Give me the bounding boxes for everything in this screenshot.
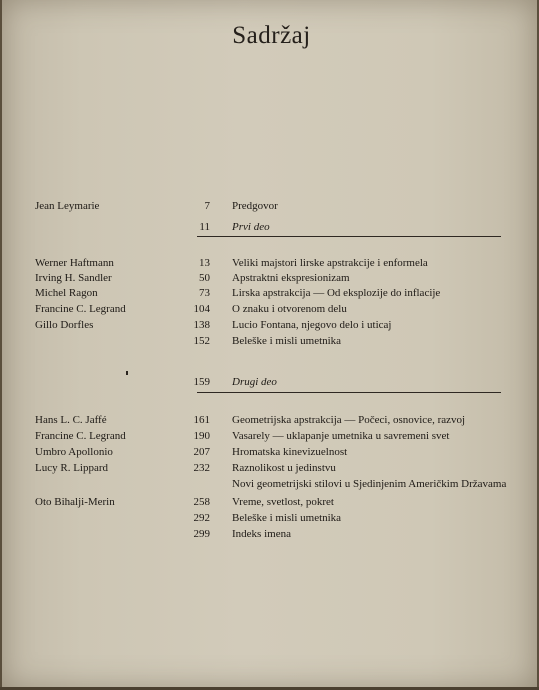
toc-page-number: 207 <box>193 446 210 458</box>
toc-author: Jean Leymarie <box>35 200 100 212</box>
toc-entry-title: Vasarely — uklapanje umetnika u savremeni svet <box>232 430 450 442</box>
toc-row <box>2 270 539 286</box>
toc-author: Michel Ragon <box>35 287 98 299</box>
section-rule <box>197 392 501 393</box>
toc-row <box>2 526 539 542</box>
toc-row <box>2 301 539 317</box>
toc-page-number: 11 <box>199 221 210 233</box>
toc-row <box>2 428 539 444</box>
toc-entry-title: Beleške i misli umetnika <box>232 335 342 347</box>
toc-row <box>2 412 539 428</box>
toc-section-title: Prvi deo <box>232 221 270 233</box>
toc-row <box>2 198 539 214</box>
toc-author: Werner Haftmann <box>35 257 114 269</box>
page-title: Sadržaj <box>232 22 311 49</box>
book-page <box>2 0 537 688</box>
toc-row <box>2 285 539 301</box>
toc-page-number: 161 <box>193 414 210 426</box>
toc-author: Hans L. C. Jaffé <box>35 414 107 426</box>
toc-row <box>2 333 539 349</box>
toc-entry-title: Hromatska kinevizuelnost <box>232 446 348 458</box>
toc-row <box>2 444 539 460</box>
toc-row <box>2 494 539 510</box>
toc-page-number: 299 <box>193 528 210 540</box>
toc-entry-title: Geometrijska apstrakcija — Počeci, osnovice, razvoj <box>232 414 466 426</box>
toc-page-number: 292 <box>193 512 210 524</box>
toc-entry-title: Lucio Fontana, njegovo delo i uticaj <box>232 319 392 331</box>
toc-author: Gillo Dorfles <box>35 319 94 331</box>
toc-entry-title: Raznolikost u jedinstvu <box>232 462 336 474</box>
toc-entry-title: Veliki majstori lirske apstrakcije i enformela <box>232 257 428 269</box>
toc-author: Oto Bihalji-Merin <box>35 496 115 508</box>
toc-row <box>2 460 539 476</box>
toc-row <box>2 317 539 333</box>
toc-entry-title: Beleške i misli umetnika <box>232 512 342 524</box>
toc-page-number: 258 <box>193 496 210 508</box>
toc-section-row <box>2 374 539 390</box>
toc-page-number: 50 <box>199 272 210 284</box>
toc-page-number: 104 <box>193 303 210 315</box>
toc-author: Irving H. Sandler <box>35 272 112 284</box>
toc-page-number: 13 <box>199 257 210 269</box>
toc-author: Lucy R. Lippard <box>35 462 109 474</box>
toc-row <box>2 476 539 492</box>
toc-author: Umbro Apollonio <box>35 446 113 458</box>
toc-author: Francine C. Legrand <box>35 303 126 315</box>
toc-page-number: 190 <box>193 430 210 442</box>
section-rule <box>197 236 501 237</box>
toc-entry-title: Lirska apstrakcija — Od eksplozije do inflacije <box>232 287 441 299</box>
toc-row <box>2 255 539 271</box>
toc-page-number: 152 <box>193 335 210 347</box>
toc-page-number: 73 <box>199 287 210 299</box>
toc-entry-title: Vreme, svetlost, pokret <box>232 496 334 508</box>
toc-entry-title: Indeks imena <box>232 528 291 540</box>
toc-entry-title: Apstraktni ekspresionizam <box>232 272 350 284</box>
toc-page-number: 232 <box>193 462 210 474</box>
toc-entry-title: O znaku i otvorenom delu <box>232 303 347 315</box>
toc-entry-title: Novi geometrijski stilovi u Sjedinjenim Američkim Državama <box>232 478 507 490</box>
toc-page-number: 7 <box>204 200 210 212</box>
toc-page-number: 159 <box>193 376 210 388</box>
toc-author: Francine C. Legrand <box>35 430 126 442</box>
toc-section-row <box>2 219 539 235</box>
toc-entry-title: Predgovor <box>232 200 278 212</box>
toc-page-number: 138 <box>193 319 210 331</box>
toc-section-title: Drugi deo <box>232 376 277 388</box>
toc-row <box>2 510 539 526</box>
